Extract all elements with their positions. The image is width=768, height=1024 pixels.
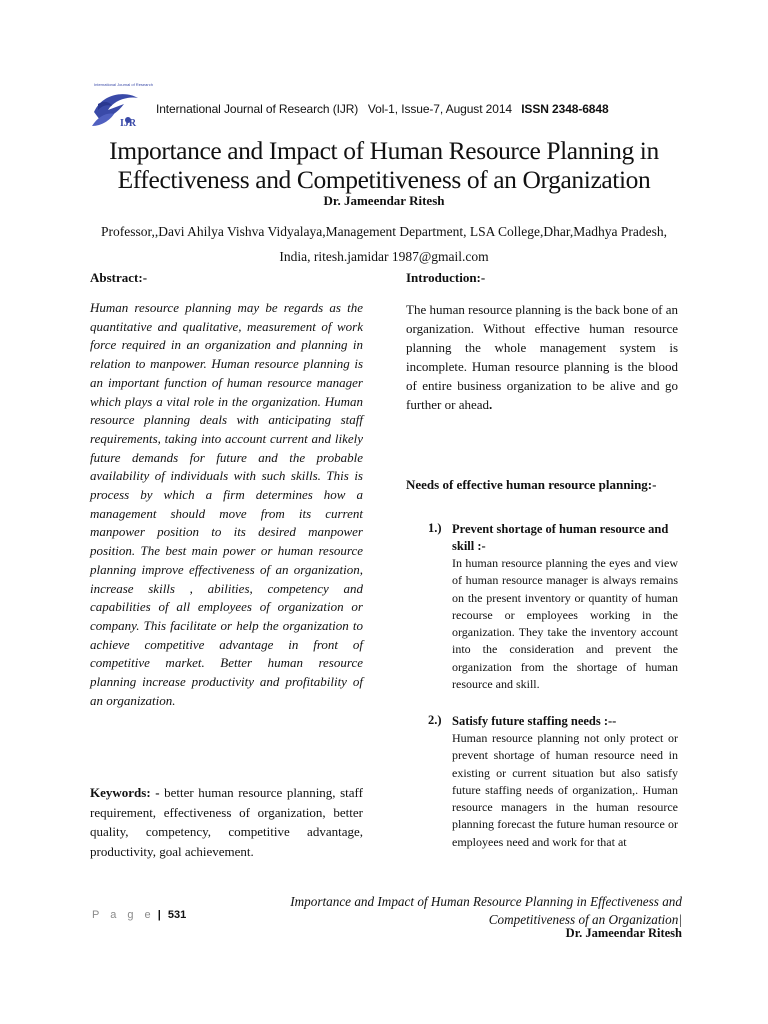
abstract-text: Human resource planning may be regards as the quantitative and qualitative, measurement of work force required in an organization and planning in relation to manpower. Human resource planning is an important function of human resource manager which plays a vital role in the organization. Human resource planning deals with anticipating staff requirements, taking into account current and likely future demands for future and the probable availability of individuals with such skills. This is process by which a firm determines how a management should move from its current manpower position to its desired manpower position. The best main power or human resource planning improve effectiveness of an organization, increase skills , abilities, competency and capabilities of all employees of organization or company. This facilitate or help the organization to achieve competitive advantage in front of competitive market. Better human resource planning increase productivity and profitability of an organization. [90, 300, 363, 708]
introduction-text [406, 300, 678, 414]
author-name: Dr. Jameendar Ritesh [323, 193, 445, 208]
keywords-label: Keywords: - [90, 785, 160, 800]
title-line-2: Effectiveness and Competitiveness of an Organization [117, 165, 651, 194]
page-number-value: 531 [167, 909, 187, 921]
footer-title-line-2: Competitiveness of an Organization| [488, 912, 682, 927]
needs-item-number: 2.) [428, 713, 442, 727]
needs-item-number: 1.) [428, 521, 442, 535]
needs-item-body: In human resource planning the eyes and view of human resource manager is always remains on the present inventory or quantity of human recourse or employees working in the organization. They take the inventory account into the consideration and prevent the organization from the shortage of human resource and skill. [452, 556, 678, 692]
title-line-1: Importance and Impact of Human Resource Planning in [109, 136, 659, 165]
page-label: P a g e [92, 909, 155, 921]
paper-title [60, 136, 708, 194]
author-affiliation: Professor,,Davi Ahilya Vishva Vidyalaya,Management Department, LSA College,Dhar,Madhya Pradesh, India, ritesh.jamidar 1987@gmail.com [101, 224, 667, 264]
journal-logo [84, 82, 153, 138]
keywords [90, 783, 363, 861]
logo-mark: IJR [120, 118, 137, 129]
introduction-heading: Introduction:- [406, 270, 486, 285]
abstract-heading: Abstract:- [90, 270, 148, 285]
introduction-body: The human resource planning is the back bone of an organization. Without effective human resource planning the whole management system is incomplete. Human resource planning is the blood of entire business organization to be alive and go further or ahead [406, 302, 678, 412]
page-separator: | [157, 909, 161, 921]
footer-author: Dr. Jameendar Ritesh [565, 926, 682, 940]
needs-item-title: Prevent shortage of human resource and skill :- [452, 522, 669, 553]
needs-heading: Needs of effective human resource planning:- [406, 477, 657, 492]
issn: ISSN 2348-6848 [521, 102, 609, 116]
introduction-end-mark: . [489, 397, 493, 412]
needs-item-2 [428, 713, 678, 851]
footer-title-line-1: Importance and Impact of Human Resource Planning in Effectiveness and [290, 894, 682, 909]
logo-text: International Journal of Research [94, 82, 153, 87]
keywords-text: better human resource planning, staff requirement, effectiveness of organization, better quality, competency, competitive advantage, productivity, goal achievement. [90, 785, 363, 859]
needs-item-1 [428, 521, 678, 693]
footer-paper-title [202, 893, 682, 929]
needs-item-title: Satisfy future staffing needs :-- [452, 714, 617, 728]
page-number [92, 909, 186, 921]
journal-name: International Journal of Research (IJR) Vol-1, Issue-7, August 2014 [156, 102, 512, 116]
journal-header [156, 102, 609, 116]
needs-item-body: Human resource planning not only protect or prevent shortage of human resource need in existing or current situation but also satisfy future staffing needs of organization,. Human resource managers in the human resource planning forecast the future human resource or employees need and work for that at [452, 731, 678, 849]
